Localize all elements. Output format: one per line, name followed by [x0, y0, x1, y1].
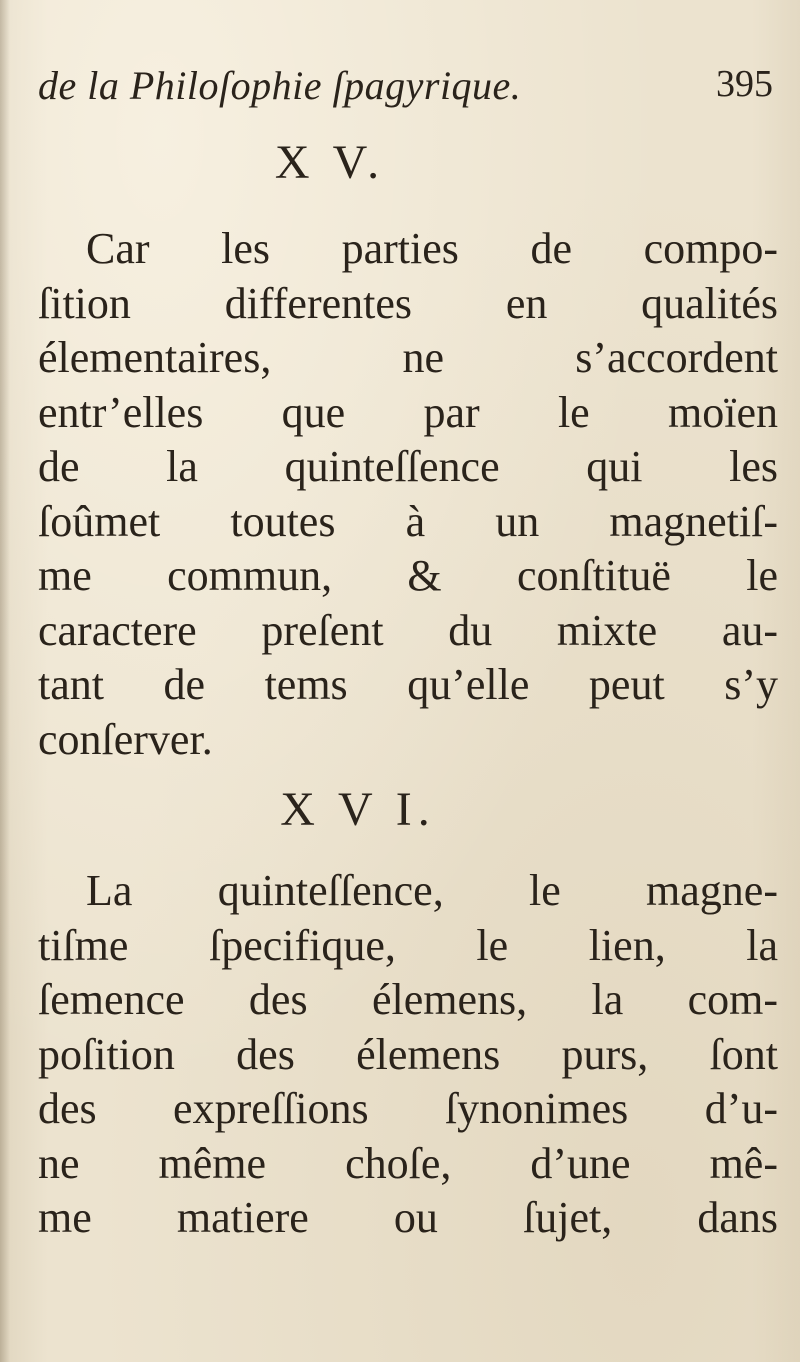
text-line: élementaires, ne s’accordent [38, 333, 778, 382]
text-line: des expreſſions ſynonimes d’u- [38, 1084, 778, 1133]
running-title: de la Philoſophie ſpagyrique. [38, 63, 522, 108]
text-line: me commun, & conſtituë le [38, 551, 778, 600]
text-line: poſition des élemens purs, ſont [38, 1029, 778, 1079]
page-gutter-shadow [0, 0, 10, 1362]
paragraph-xvi [38, 864, 778, 1246]
text-line: conſerver. [38, 714, 213, 764]
text-line: Car les parties de compo- [86, 224, 778, 273]
text-line: ne même choſe, d’une mê- [38, 1138, 778, 1188]
text-line: tiſme ſpecifique, le lien, la [38, 920, 778, 970]
section-heading-xvi: X V I. [280, 783, 436, 836]
text-line: tant de tems qu’elle peut s’y [38, 660, 778, 709]
page-number: 395 [716, 63, 773, 105]
text-line: me matiere ou ſujet, dans [38, 1193, 778, 1242]
paragraph-xv [38, 222, 778, 767]
section-heading-xv: X V. [274, 136, 386, 189]
text-line: La quinteſſence, le magne- [86, 866, 778, 915]
running-head [38, 62, 773, 112]
text-line: ſoûmet toutes à un magnetiſ- [38, 496, 778, 546]
text-line: ſition differentes en qualités [38, 278, 778, 328]
text-line: caractere preſent du mixte au- [38, 605, 778, 655]
text-line: entr’elles que par le moïen [38, 387, 778, 437]
text-line: de la quinteſſence qui les [38, 442, 778, 491]
text-line: ſemence des élemens, la com- [38, 975, 778, 1024]
